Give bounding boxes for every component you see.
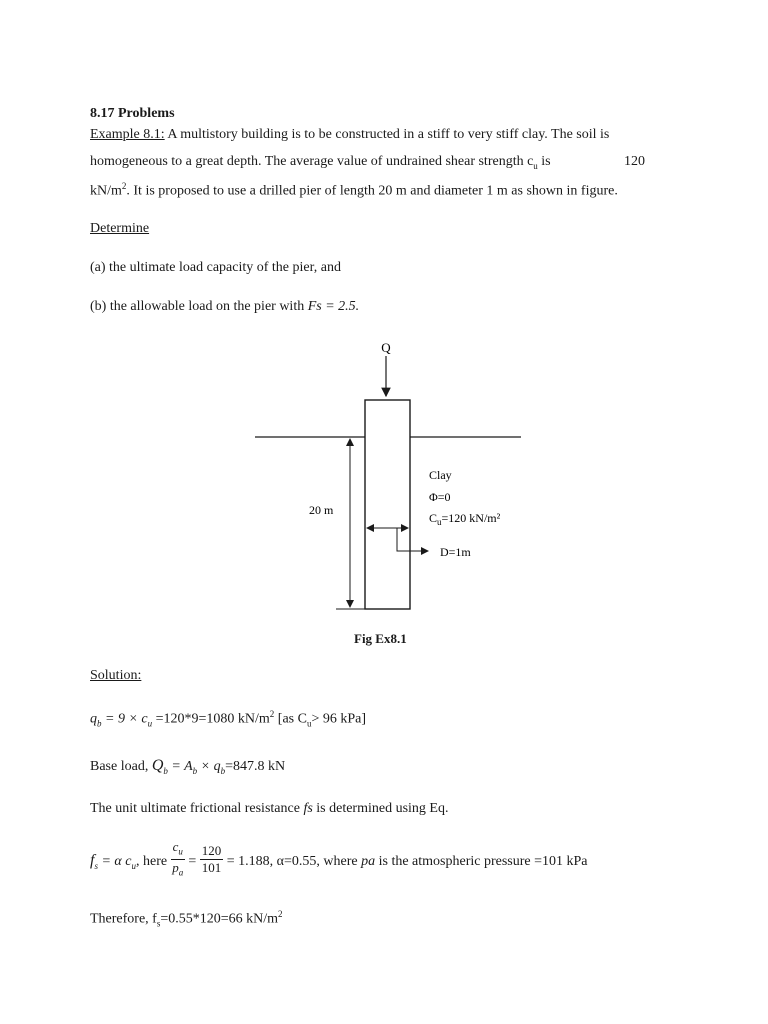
qb-result: =120*9=1080 kN/m xyxy=(152,711,270,727)
therefore-result: =0.55*120=66 kN/m xyxy=(160,911,279,927)
frac1-numerator: c xyxy=(172,838,179,854)
base-load-line xyxy=(90,757,285,776)
therefore-subscript: s xyxy=(156,918,161,929)
fs-eq-alpha-subscript: u xyxy=(131,860,136,871)
fs-symbol: fs xyxy=(303,801,313,816)
friction-text: The unit ultimate frictional resistance xyxy=(90,801,304,816)
qb-symbol: q xyxy=(90,711,97,727)
example-line-2 xyxy=(90,154,551,171)
pa-symbol: pa xyxy=(361,854,376,869)
equation-fs: $f_s = \alpha$ $c_u$, here $\frac{c_u}{p_a}$ = $\frac{120}{101}$ = 1.188, α=0.55, where pa is the atmospheric pressure =101 kPa xyxy=(90,840,588,887)
cu-label-sub: u xyxy=(437,517,442,527)
example-text-3a: kN/m xyxy=(90,183,122,199)
atmospheric-pressure-text: is the atmospheric pressure =101 kPa xyxy=(375,854,588,869)
example-line-3 xyxy=(90,181,618,200)
depth-label: 20 m xyxy=(309,503,334,517)
frac1-denominator-subscript: a xyxy=(178,867,184,878)
item-a: (a) the ultimate load capacity of the pier, and xyxy=(90,260,341,275)
fs-eq-subscript: s xyxy=(94,860,98,871)
ab-subscript: b xyxy=(192,765,198,776)
example-text-1: A multistory building is to be constructed in a stiff to very stiff clay. The soil is xyxy=(164,127,610,142)
example-label: Example 8.1: xyxy=(90,127,165,142)
cu-over-pa-fraction xyxy=(171,839,185,881)
qb-note-subscript: u xyxy=(306,718,312,729)
equation-qb xyxy=(90,709,366,728)
diameter-leader xyxy=(397,528,428,551)
determine-label: Determine xyxy=(90,221,150,236)
cu-label-pre: C xyxy=(429,511,438,525)
base-load-label: Base load, xyxy=(90,759,152,774)
cu-label-post: =120 kN/m² xyxy=(441,511,501,525)
frac1-denominator: p xyxy=(172,860,179,876)
qb-load-subscript: b xyxy=(163,765,168,776)
fs-eq-symbol: f xyxy=(90,852,95,869)
qb-subscript: b xyxy=(97,718,102,729)
cu-label xyxy=(429,511,501,527)
cu-subscript: u xyxy=(533,160,538,171)
section-heading: 8.17 Problems xyxy=(90,106,175,121)
therefore-text: Therefore, f xyxy=(90,911,157,927)
fraction-result: = 1.188 xyxy=(223,854,270,869)
frac2-denominator: 101 xyxy=(201,860,222,876)
pier-figure xyxy=(0,330,768,620)
qb-times: × q xyxy=(197,759,221,774)
therefore-unit-superscript: 2 xyxy=(278,909,283,919)
qb-unit-superscript: 2 xyxy=(269,709,275,719)
pier-shaft xyxy=(365,400,410,609)
figure-caption: Fig Ex8.1 xyxy=(354,631,407,646)
friction-text-end: is determined using Eq. xyxy=(312,801,449,816)
therefore-line xyxy=(90,909,283,928)
qb-formula-subscript: u xyxy=(147,718,153,729)
frac1-numerator-subscript: u xyxy=(178,846,183,857)
qb-times-subscript: b xyxy=(220,765,226,776)
solution-label: Solution: xyxy=(90,668,142,683)
qb-formula: = 9 × c xyxy=(101,711,148,727)
value-fraction xyxy=(200,843,224,876)
phi-label: Φ=0 xyxy=(429,490,451,504)
qb-note-post: > 96 kPa] xyxy=(311,711,367,727)
fs-eq-alpha: = α c xyxy=(97,854,132,869)
alpha-value: , α=0.55, where xyxy=(269,854,362,869)
frac2-numerator: 120 xyxy=(201,843,222,859)
fs-eq-here: , here xyxy=(135,854,171,869)
example-line-1 xyxy=(90,127,609,143)
unit-superscript: 2 xyxy=(121,181,127,191)
friction-line xyxy=(90,801,448,817)
base-load-result: =847.8 kN xyxy=(225,759,286,774)
load-label: Q xyxy=(381,340,391,355)
example-text-2a: homogeneous to a great depth. The average value of undrained shear strength c xyxy=(90,154,534,169)
cu-value: 120 xyxy=(624,154,645,169)
ab-symbol: = A xyxy=(167,759,193,774)
soil-label: Clay xyxy=(429,468,452,482)
item-b-equation: Fs = 2.5. xyxy=(307,299,360,314)
diameter-label: D=1m xyxy=(440,545,471,559)
example-text-3b: . It is proposed to use a drilled pier of length 20 m and diameter 1 m as shown in figure. xyxy=(126,183,618,199)
qb-note-pre: [as C xyxy=(274,711,307,727)
item-b-text: (b) the allowable load on the pier with xyxy=(90,299,308,314)
qb-load-symbol: Q xyxy=(151,757,164,774)
item-b xyxy=(90,299,359,315)
example-text-2b: is xyxy=(537,154,551,169)
